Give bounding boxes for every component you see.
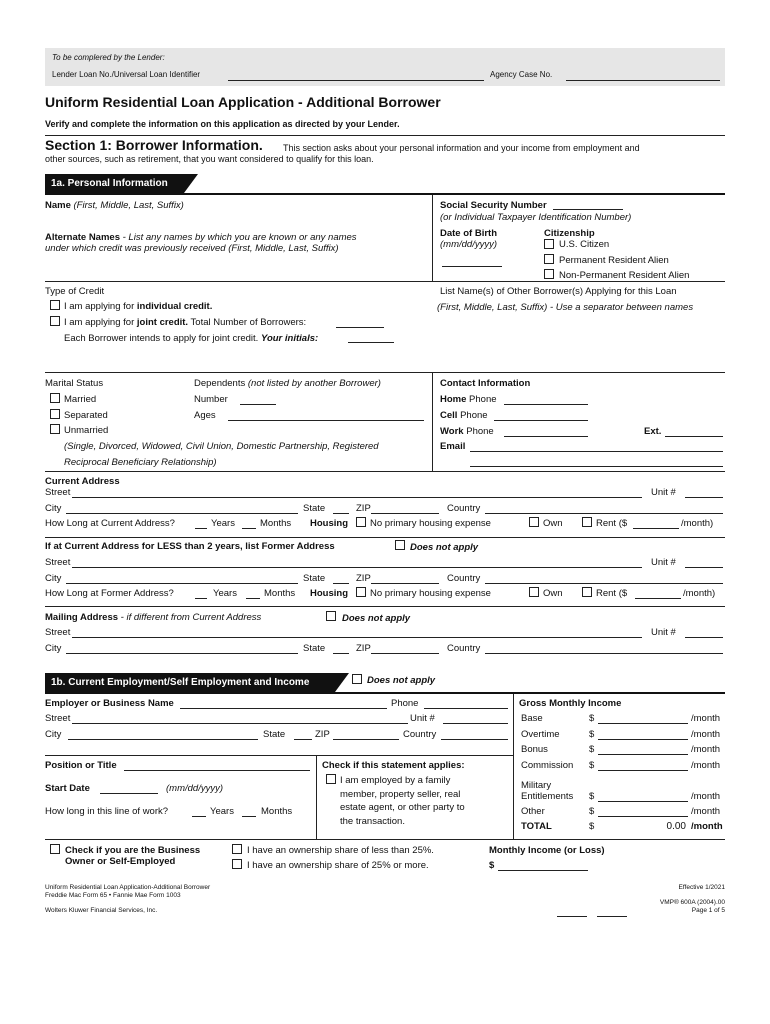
home-phone-field[interactable] — [504, 404, 588, 405]
former-months-field[interactable] — [246, 598, 260, 599]
current-rent-month: /month) — [681, 518, 714, 529]
total-borrowers-field[interactable] — [336, 327, 384, 328]
cell-phone-field[interactable] — [494, 420, 588, 421]
mailing-unit-field[interactable] — [685, 637, 723, 638]
employer-state-field[interactable] — [294, 739, 312, 740]
income-total-month: /month — [691, 821, 723, 832]
loan-id-label: Lender Loan No./Universal Loan Identifier — [52, 70, 201, 79]
how-long-work-label: How long in this line of work? — [45, 806, 169, 817]
income-bonus-label: Bonus — [521, 744, 548, 755]
footer-form-number: Freddie Mac Form 65 • Fannie Mae Form 1003 — [45, 892, 181, 899]
income-military-field[interactable] — [598, 801, 688, 802]
former-city-field[interactable] — [66, 583, 298, 584]
ssn-label: Social Security Number — [440, 200, 547, 211]
mailing-city-field[interactable] — [66, 653, 298, 654]
current-rent-field[interactable] — [633, 528, 679, 529]
name-label: Name (First, Middle, Last, Suffix) — [45, 200, 184, 211]
us-citizen-label: U.S. Citizen — [559, 239, 610, 250]
current-housing-label: Housing — [310, 518, 348, 529]
mailing-country-field[interactable] — [485, 653, 723, 654]
marital-note-2: Reciprocal Beneficiary Relationship) — [64, 457, 217, 468]
each-borrower-text: Each Borrower intends to apply for joint credit. Your initials: — [64, 333, 319, 344]
footer-form-name: Uniform Residential Loan Application-Additional Borrower — [45, 884, 211, 891]
income-military-label-1: Military — [521, 780, 552, 791]
employer-country-label: Country — [403, 729, 437, 740]
home-phone-label: Home Phone — [440, 394, 497, 405]
business-owner-checkbox[interactable] — [50, 844, 60, 854]
email-label: Email — [440, 441, 466, 452]
mailing-state-label: State — [303, 643, 326, 654]
family-employer-checkbox[interactable] — [326, 774, 336, 784]
dob-field[interactable] — [442, 266, 502, 267]
footer-page: Page 1 of 5 — [691, 907, 725, 914]
income-commission-label: Commission — [521, 760, 574, 771]
work-phone-field[interactable] — [504, 436, 588, 437]
former-does-not-apply-checkbox[interactable] — [395, 540, 405, 550]
individual-credit-checkbox[interactable] — [50, 300, 60, 310]
employer-state-label: State — [263, 729, 286, 740]
former-no-primary-label: No primary housing expense — [370, 588, 491, 599]
employer-unit-label: Unit # — [410, 713, 435, 724]
work-phone-label: Work Phone — [440, 426, 494, 437]
current-zip-label: ZIP — [356, 503, 371, 514]
current-city-label: City — [45, 503, 62, 514]
income-total-currency: $ — [589, 821, 595, 832]
share-more-label: I have an ownership share of 25% or more. — [247, 860, 429, 871]
former-country-field[interactable] — [485, 583, 723, 584]
income-total-value: 0.00 — [666, 821, 686, 832]
current-months-field[interactable] — [242, 528, 256, 529]
former-rent-checkbox[interactable] — [582, 587, 592, 597]
marital-note-1: (Single, Divorced, Widowed, Civil Union, Domestic Partnership, Registered — [64, 441, 379, 452]
business-owner-label-2: Owner or Self-Employed — [65, 856, 176, 867]
current-years-field[interactable] — [195, 528, 207, 529]
income-military-month: /month — [691, 791, 721, 802]
current-rent-label: Rent ($ — [596, 518, 628, 529]
footer-company: Wolters Kluwer Financial Services, Inc. — [45, 907, 158, 914]
income-base-field[interactable] — [598, 723, 688, 724]
former-rent-label: Rent ($ — [596, 588, 628, 599]
current-state-label: State — [303, 503, 326, 514]
agency-case-label: Agency Case No. — [490, 70, 553, 79]
mailing-does-not-apply-checkbox[interactable] — [326, 611, 336, 621]
mailing-zip-field[interactable] — [371, 653, 439, 654]
separated-checkbox[interactable] — [50, 409, 60, 419]
section-1b-header: 1b. Current Employment/Self Employment and Income — [45, 673, 335, 692]
work-years-field[interactable] — [192, 816, 206, 817]
former-state-label: State — [303, 573, 326, 584]
former-does-not-apply-label: Does not apply — [410, 542, 479, 553]
ext-label: Ext. — [644, 426, 662, 437]
income-other-label: Other — [521, 806, 545, 817]
income-bonus-month: /month — [691, 744, 721, 755]
statement-line-2: member, property seller, real — [340, 789, 461, 800]
type-credit-label: Type of Credit — [45, 286, 105, 297]
position-field[interactable] — [124, 770, 310, 771]
section-1a-header: 1a. Personal Information — [45, 174, 184, 193]
mailing-state-field[interactable] — [333, 653, 349, 654]
statement-line-4: the transaction. — [340, 816, 405, 827]
married-checkbox[interactable] — [50, 393, 60, 403]
initials-field[interactable] — [348, 342, 394, 343]
former-state-field[interactable] — [333, 583, 349, 584]
former-address-label: If at Current Address for LESS than 2 years, list Former Address — [45, 541, 335, 552]
mailing-zip-label: ZIP — [356, 643, 371, 654]
former-city-label: City — [45, 573, 62, 584]
income-other-field[interactable] — [598, 816, 688, 817]
business-owner-label-1: Check if you are the Business — [65, 845, 201, 856]
income-military-currency: $ — [589, 791, 595, 802]
current-no-primary-label: No primary housing expense — [370, 518, 491, 529]
current-own-label: Own — [543, 518, 563, 529]
loan-id-field[interactable] — [228, 80, 484, 81]
ssn-field[interactable] — [553, 209, 623, 210]
position-label: Position or Title — [45, 760, 117, 771]
dob-label: Date of Birth — [440, 228, 497, 239]
statement-line-1: I am employed by a family — [340, 775, 451, 786]
current-country-field[interactable] — [485, 513, 723, 514]
unmarried-checkbox[interactable] — [50, 424, 60, 434]
monthly-income-loss-label: Monthly Income (or Loss) — [489, 845, 605, 856]
other-borrowers-label: List Name(s) of Other Borrower(s) Applying for this Loan — [440, 286, 677, 297]
income-commission-month: /month — [691, 760, 721, 771]
former-housing-label: Housing — [310, 588, 348, 599]
number-label: Number — [194, 394, 228, 405]
former-rent-month: /month) — [683, 588, 716, 599]
current-street-label: Street — [45, 487, 71, 498]
current-address-label: Current Address — [45, 476, 120, 487]
current-years-label: Years — [211, 518, 235, 529]
former-zip-field[interactable] — [371, 583, 439, 584]
dob-hint: (mm/dd/yyyy) — [440, 239, 497, 250]
income-other-month: /month — [691, 806, 721, 817]
us-citizen-checkbox[interactable] — [544, 239, 554, 249]
former-no-primary-checkbox[interactable] — [356, 587, 366, 597]
current-months-label: Months — [260, 518, 292, 529]
employer-street-label: Street — [45, 713, 71, 724]
employment-does-not-apply-checkbox[interactable] — [352, 674, 362, 684]
employer-phone-field[interactable] — [424, 708, 508, 709]
monthly-income-field[interactable] — [498, 870, 588, 871]
section1-desc-2: other sources, such as retirement, that you want considered to qualify for this loan. — [45, 154, 374, 164]
share-less-checkbox[interactable] — [232, 844, 242, 854]
check-statement-label: Check if this statement applies: — [322, 760, 465, 771]
employer-label: Employer or Business Name — [45, 698, 174, 709]
former-street-field[interactable] — [72, 567, 642, 568]
current-rent-checkbox[interactable] — [582, 517, 592, 527]
permanent-resident-checkbox[interactable] — [544, 254, 554, 264]
monthly-income-currency: $ — [489, 860, 495, 871]
current-zip-field[interactable] — [371, 513, 439, 514]
alt-names-label: Alternate Names - List any names by which you are known or any names — [45, 232, 357, 243]
mailing-street-label: Street — [45, 627, 71, 638]
mailing-unit-label: Unit # — [651, 627, 676, 638]
mailing-city-label: City — [45, 643, 62, 654]
former-unit-field[interactable] — [685, 567, 723, 568]
ext-field[interactable] — [665, 436, 723, 437]
current-city-field[interactable] — [66, 513, 298, 514]
employer-city-label: City — [45, 729, 62, 740]
page-title: Uniform Residential Loan Application - Additional Borrower — [45, 94, 441, 110]
how-long-former-label: How Long at Former Address? — [45, 588, 174, 599]
start-date-label: Start Date — [45, 783, 90, 794]
current-state-field[interactable] — [333, 513, 349, 514]
email-field-2[interactable] — [470, 466, 723, 467]
married-label: Married — [64, 394, 97, 405]
income-bonus-currency: $ — [589, 744, 595, 755]
cell-phone-label: Cell Phone — [440, 410, 488, 421]
current-unit-label: Unit # — [651, 487, 676, 498]
current-unit-field[interactable] — [685, 497, 723, 498]
income-military-label-2: Entitlements — [521, 791, 574, 802]
former-years-label: Years — [213, 588, 237, 599]
employer-field[interactable] — [180, 708, 387, 709]
mailing-country-label: Country — [447, 643, 481, 654]
permanent-resident-label: Permanent Resident Alien — [559, 255, 669, 266]
citizenship-label: Citizenship — [544, 228, 595, 239]
former-country-label: Country — [447, 573, 481, 584]
employer-city-field[interactable] — [68, 739, 258, 740]
section1-heading: Section 1: Borrower Information. — [45, 137, 263, 153]
former-own-checkbox[interactable] — [529, 587, 539, 597]
unmarried-label: Unmarried — [64, 425, 109, 436]
ages-label: Ages — [194, 410, 216, 421]
ssn-hint: (or Individual Taxpayer Identification Number) — [440, 212, 632, 223]
former-months-label: Months — [264, 588, 296, 599]
income-other-currency: $ — [589, 806, 595, 817]
individual-credit-label: I am applying for individual credit. — [64, 301, 213, 312]
dependents-number-field[interactable] — [240, 404, 276, 405]
footer-initials-1[interactable] — [557, 916, 587, 917]
income-commission-field[interactable] — [598, 770, 688, 771]
share-more-checkbox[interactable] — [232, 859, 242, 869]
former-rent-field[interactable] — [635, 598, 681, 599]
share-less-label: I have an ownership share of less than 25%. — [247, 845, 434, 856]
start-date-field[interactable] — [100, 793, 158, 794]
former-own-label: Own — [543, 588, 563, 599]
mailing-does-not-apply-label: Does not apply — [342, 613, 411, 624]
income-commission-currency: $ — [589, 760, 595, 771]
joint-credit-label: I am applying for joint credit. Total Number of Borrowers: — [64, 317, 307, 328]
employer-phone-label: Phone — [391, 698, 419, 709]
mailing-street-field[interactable] — [72, 637, 642, 638]
income-overtime-month: /month — [691, 729, 721, 740]
income-bonus-field[interactable] — [598, 754, 688, 755]
footer-initials-2[interactable] — [597, 916, 627, 917]
work-months-field[interactable] — [242, 816, 256, 817]
employer-country-field[interactable] — [441, 739, 508, 740]
work-months-label: Months — [261, 806, 293, 817]
start-date-hint: (mm/dd/yyyy) — [166, 783, 223, 794]
how-long-current-label: How Long at Current Address? — [45, 518, 175, 529]
agency-case-field[interactable] — [566, 80, 720, 81]
income-base-currency: $ — [589, 713, 595, 724]
contact-info-label: Contact Information — [440, 378, 531, 389]
income-overtime-field[interactable] — [598, 739, 688, 740]
footer-vmp: VMP® 600A (2004).00 — [659, 899, 725, 906]
section1-desc-1: This section asks about your personal information and your income from employment and — [283, 143, 640, 153]
former-unit-label: Unit # — [651, 557, 676, 568]
mailing-address-label: Mailing Address - if different from Current Address — [45, 612, 262, 623]
employer-zip-label: ZIP — [315, 729, 330, 740]
dependents-ages-field[interactable] — [228, 420, 424, 421]
non-permanent-resident-label: Non-Permanent Resident Alien — [559, 270, 690, 281]
marital-status-label: Marital Status — [45, 378, 104, 389]
income-total-label: TOTAL — [521, 821, 552, 832]
employer-unit-field[interactable] — [443, 723, 508, 724]
page-subtitle: Verify and complete the information on this application as directed by your Lender. — [45, 119, 400, 129]
income-overtime-currency: $ — [589, 729, 595, 740]
current-street-field[interactable] — [72, 497, 642, 498]
income-base-label: Base — [521, 713, 543, 724]
income-base-month: /month — [691, 713, 721, 724]
current-no-primary-checkbox[interactable] — [356, 517, 366, 527]
joint-credit-checkbox[interactable] — [50, 316, 60, 326]
lender-intro: To be complered by the Lender: — [52, 53, 165, 62]
former-street-label: Street — [45, 557, 71, 568]
employment-does-not-apply-label: Does not apply — [367, 675, 436, 686]
footer-effective: Effective 1/2021 — [678, 884, 725, 891]
current-own-checkbox[interactable] — [529, 517, 539, 527]
dependents-label: Dependents (not listed by another Borrower) — [194, 378, 381, 389]
statement-line-3: estate agent, or other party to — [340, 802, 465, 813]
separated-label: Separated — [64, 410, 108, 421]
other-borrowers-hint: (First, Middle, Last, Suffix) - Use a separator between names — [437, 302, 694, 313]
former-zip-label: ZIP — [356, 573, 371, 584]
work-years-label: Years — [210, 806, 234, 817]
gross-monthly-label: Gross Monthly Income — [519, 698, 622, 709]
former-years-field[interactable] — [195, 598, 207, 599]
employer-zip-field[interactable] — [333, 739, 399, 740]
alt-names-hint: under which credit was previously received (First, Middle, Last, Suffix) — [45, 243, 339, 254]
current-country-label: Country — [447, 503, 481, 514]
income-overtime-label: Overtime — [521, 729, 560, 740]
employer-street-field[interactable] — [72, 723, 408, 724]
non-permanent-resident-checkbox[interactable] — [544, 269, 554, 279]
email-field[interactable] — [470, 451, 723, 452]
